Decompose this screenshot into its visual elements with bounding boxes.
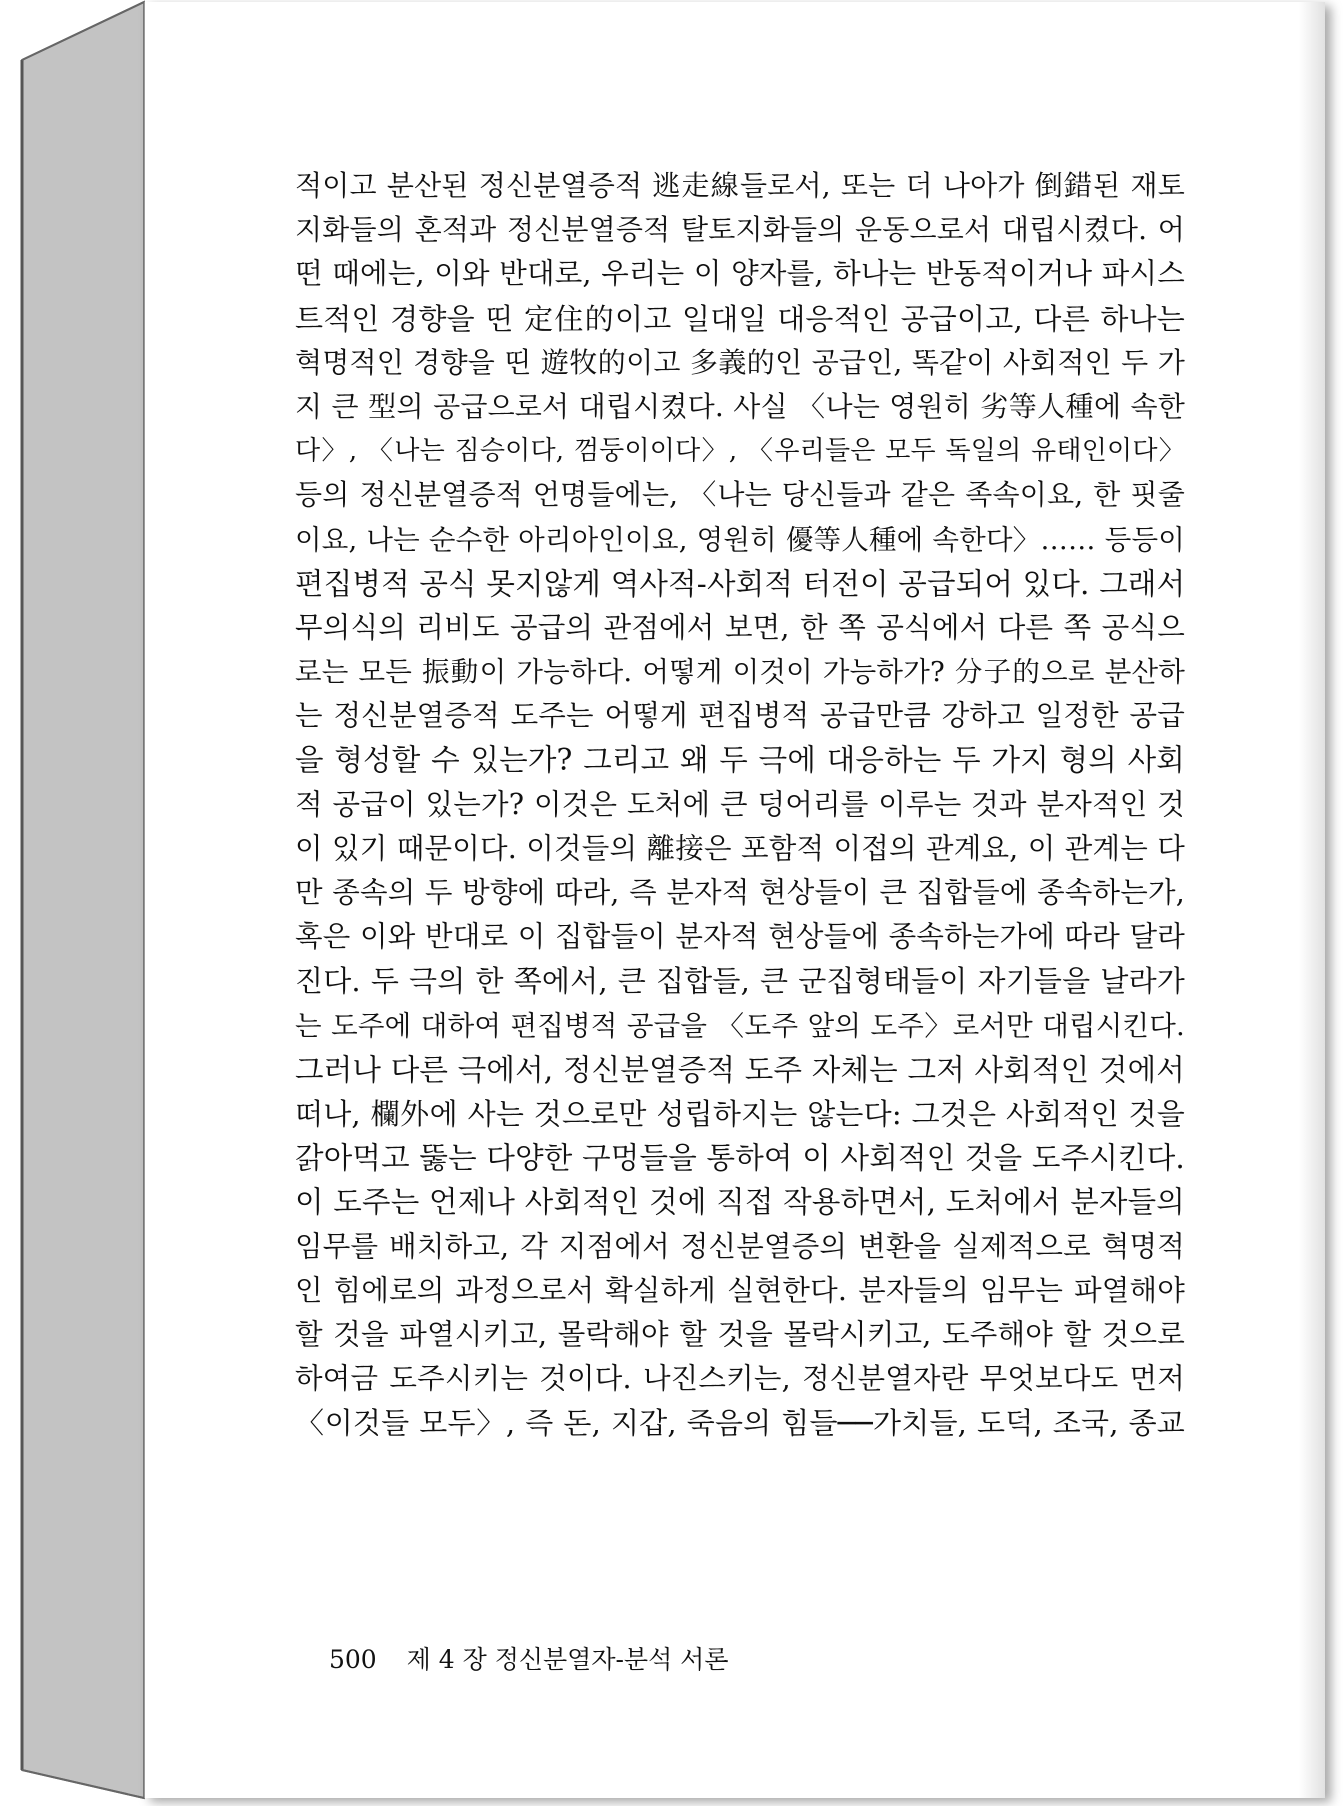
text-line: 하여금 도주시키는 것이다. 나진스키는, 정신분열자란 무엇보다도 먼저	[295, 1362, 1185, 1396]
text-line: 만 종속의 두 방향에 따라, 즉 분자적 현상들이 큰 집합들에 종속하는가,	[295, 876, 1185, 909]
text-line: 지화들의 혼적과 정신분열증적 탈토지화들의 운동으로서 대립시켰다. 어	[295, 213, 1185, 247]
text-line: 등의 정신분열증적 언명들에는, 〈나는 당신들과 같은 족속이요, 한 핏줄	[295, 478, 1185, 512]
text-line: 트적인 경향을 띤 定住的이고 일대일 대응적인 공급이고, 다른 하나는	[295, 301, 1185, 336]
page-footer	[329, 1640, 728, 1676]
text-line: 이요, 나는 순수한 아리아인이요, 영원히 優等人種에 속한다〉…… 등등이	[295, 523, 1185, 556]
text-line: 무의식의 리비도 공급의 관점에서 보면, 한 쪽 공식에서 다른 쪽 공식으	[295, 610, 1185, 644]
text-line: 로는 모든 振動이 가능하다. 어떻게 이것이 가능하가? 分子的으로 분산하	[295, 656, 1185, 689]
page-number: 500	[329, 1645, 377, 1674]
text-line: 적이고 분산된 정신분열증적 逃走線들로서, 또는 더 나아가 倒錯된 재토	[295, 169, 1185, 202]
text-line: 〈이것들 모두〉, 즉 돈, 지갑, 죽음의 힘들──가치들, 도덕, 조국, 종교	[295, 1406, 1185, 1441]
text-line: 할 것을 파열시키고, 몰락해야 할 것을 몰락시키고, 도주해야 할 것으로	[295, 1317, 1185, 1351]
spine-face	[22, 2, 144, 1798]
text-line: 혹은 이와 반대로 이 집합들이 분자적 현상들에 종속하는가에 따라 달라	[295, 920, 1185, 954]
text-line: 다〉, 〈나는 짐승이다, 껌둥이이다〉, 〈우리들은 모두 독일의 유태인이다〉	[295, 436, 1185, 467]
text-line: 진다. 두 극의 한 쪽에서, 큰 집합들, 큰 군집형태들이 자기들을 날라가	[295, 964, 1185, 999]
body-text	[295, 164, 1185, 1445]
text-line: 떠나, 欄外에 사는 것으로만 성립하지는 않는다: 그것은 사회적인 것을	[295, 1096, 1185, 1131]
page-edge-shadow	[1299, 2, 1325, 1798]
text-line: 갉아먹고 뚫는 다양한 구멍들을 통하여 이 사회적인 것을 도주시킨다.	[295, 1141, 1185, 1176]
text-line: 지 큰 型의 공급으로서 대립시켰다. 사실 〈나는 영원히 劣等人種에 속한	[295, 389, 1185, 423]
text-line: 을 형성할 수 있는가? 그리고 왜 두 극에 대응하는 두 가지 형의 사회	[295, 743, 1185, 778]
text-line: 이 있기 때문이다. 이것들의 離接은 포함적 이접의 관계요, 이 관계는 다	[295, 831, 1185, 865]
text-line: 이 도주는 언제나 사회적인 것에 직접 작용하면서, 도처에서 분자들의	[295, 1185, 1185, 1220]
text-line: 임무를 배치하고, 각 지점에서 정신분열증의 변환을 실제적으로 혁명적	[295, 1229, 1185, 1263]
book-page	[144, 2, 1325, 1798]
text-line: 떤 때에는, 이와 반대로, 우리는 이 양자를, 하나는 반동적이거나 파시스	[295, 257, 1185, 291]
text-line: 혁명적인 경향을 띤 遊牧的이고 多義的인 공급인, 똑같이 사회적인 두 가	[295, 345, 1185, 379]
book-spine	[0, 0, 150, 1806]
text-line: 편집병적 공식 못지않게 역사적-사회적 터전이 공급되어 있다. 그래서	[295, 566, 1186, 601]
text-line: 그러나 다른 극에서, 정신분열증적 도주 자체는 그저 사회적인 것에서	[295, 1052, 1185, 1087]
text-line: 적 공급이 있는가? 이것은 도처에 큰 덩어리를 이루는 것과 분자적인 것	[295, 787, 1185, 821]
text-line: 는 도주에 대하여 편집병적 공급을 〈도주 앞의 도주〉로서만 대립시킨다.	[295, 1009, 1185, 1042]
text-line: 인 힘에로의 과정으로서 확실하게 실현한다. 분자들의 임무는 파열해야	[295, 1273, 1185, 1307]
text-line: 는 정신분열증적 도주는 어떻게 편집병적 공급만큼 강하고 일정한 공급	[295, 699, 1185, 733]
chapter-title: 제 4 장 정신분열자-분석 서론	[406, 1645, 729, 1674]
